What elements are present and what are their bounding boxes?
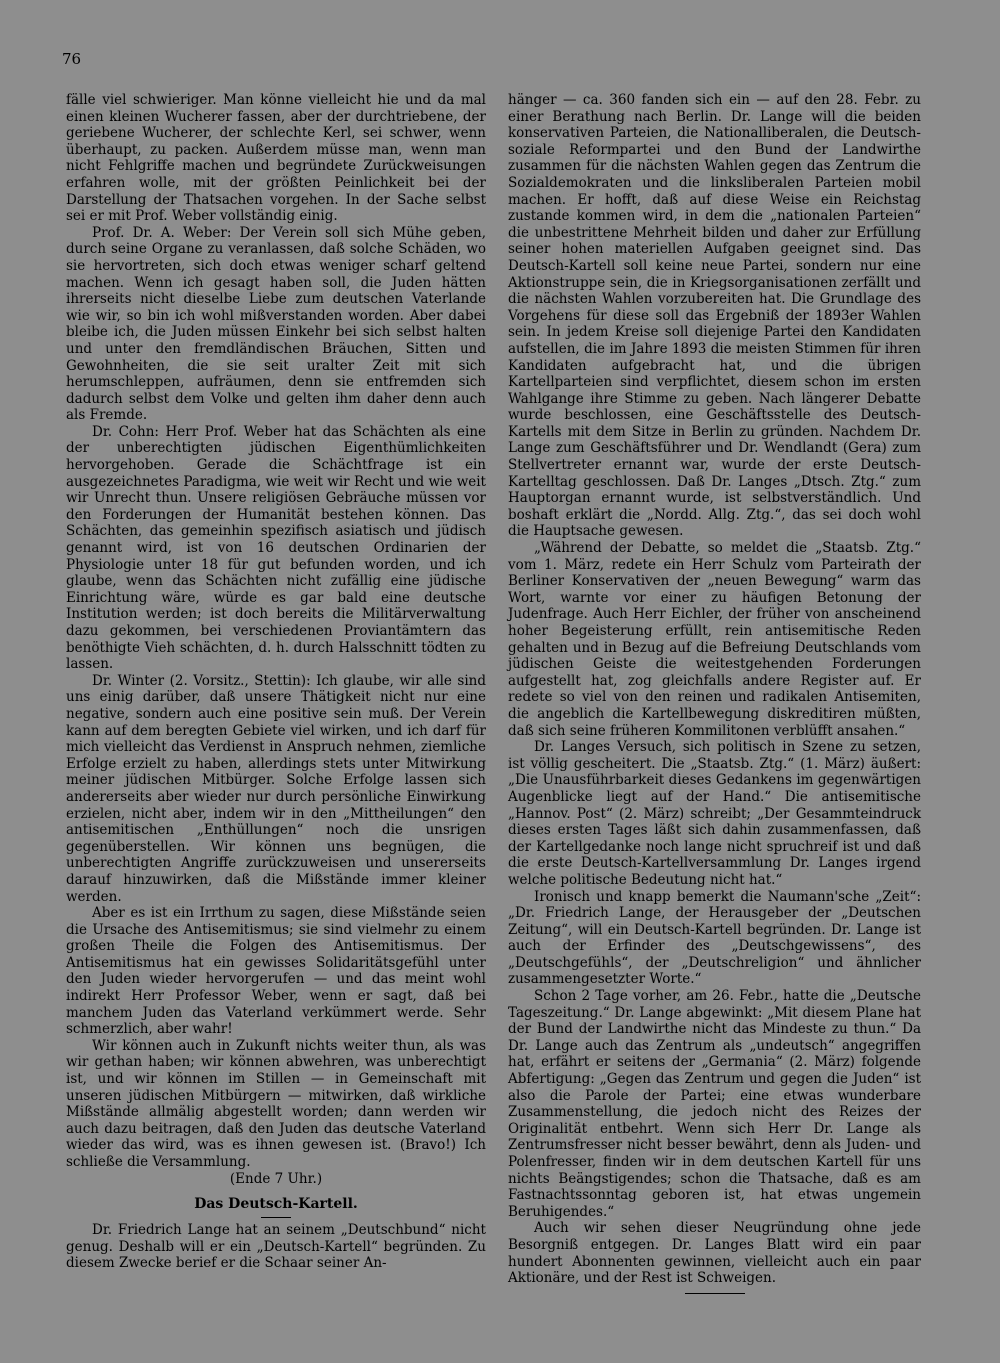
paragraph: Prof. Dr. A. Weber: Der Verein soll sich Mühe geben, durch seine Organe zu veranlassen, daß solche Schäden, wo sie hervortreten, sich doch etwas weniger scharf geltend machen. Wenn ich gesagt haben soll, die Juden hätten ihrerseits nicht dieselbe Liebe zum deutschen Vaterlande wie wir, so bin ich wohl mißverstanden worden. Aber dabei bleibe ich, die Juden müssen Einkehr bei sich selbst halten und unter den fremdländischen Bräuchen, Sitten und Gewohnheiten, die sie seit uralter Zeit mit sich herumschleppen, aufräumen, denn sie entfremden sich dadurch selbst dem Volke und gelten ihm daher denn auch als Fremde.	[66, 224, 486, 424]
paragraph: Wir können auch in Zukunft nichts weiter thun, als was wir gethan haben; wir können abwehren, was unberechtigt ist, und wir können im Stillen — in Gemeinschaft mit unseren jüdischen Mitbürgern — mitwirken, daß wirkliche Mißstände allmälig abgestellt worden; dann werden wir auch dazu beitragen, daß den Juden das deutsche Vaterland wieder das wird, was es ihnen gewesen ist. (Bravo!) Ich schließe die Versammlung.	[66, 1037, 486, 1170]
paragraph: Auch wir sehen dieser Neugründung ohne jede Besorgniß entgegen. Dr. Langes Blatt wird ein paar hundert Abonnenten gewinnen, vielleicht auch ein paar Aktionäre, und der Rest ist Schweigen.	[508, 1220, 921, 1287]
paragraph: Aber es ist ein Irrthum zu sagen, diese Mißstände seien die Ursache des Antisemitismus; sie sind vielmehr zu einem großen Theile die Folgen des Antisemitismus. Der Antisemitismus hat ein gewisses Solidaritätsgefühl unter den Juden wieder hervorgerufen — und das meint wohl indirekt Herr Professor Weber, wenn er sagt, daß bei manchem Juden das Vaterland verkümmert werde. Sehr schmerzlich, aber wahr!	[66, 905, 486, 1038]
paragraph: hänger — ca. 360 fanden sich ein — auf den 28. Febr. zu einer Berathung nach Berlin. Dr. Lange will die beiden konservativen Parteien, die Nationalliberalen, die Deutsch-soziale Reformpartei und den Bund der Landwirthe zusammen für die nächsten Wahlen gegen das Zentrum die Sozialdemokraten und die linksliberalen Parteien mobil machen. Er hofft, daß auf diese Weise ein Reichstag zustande kommen wird, in dem die „nationalen Parteien“ die unbestrittene Mehrheit bilden und daher zur Erfüllung seiner hohen materiellen Aufgaben geeignet sind. Das Deutsch-Kartell soll keine neue Partei, sondern nur eine Aktionstruppe sein, die in Kriegsorganisationen zerfällt und die nächsten Wahlen vorzubereiten hat. Die Grundlage des Vorgehens für diese soll das Ergebniß der 1893er Wahlen sein. In jedem Kreise soll diejenige Partei den Kandidaten aufstellen, die im Jahre 1893 die meisten Stimmen für ihren Kandidaten aufgebracht hat, und die übrigen Kartellparteien sind verpflichtet, diesem schon im ersten Wahlgange ihre Stimme zu geben. Nach längerer Debatte wurde beschlossen, eine Geschäftsstelle des Deutsch-Kartells mit dem Sitze in Berlin zu gründen. Nachdem Dr. Lange zum Geschäftsführer und Dr. Wendlandt (Gera) zum Stellvertreter ernannt war, wurde der erste Deutsch-Kartelltag geschlossen. Daß Dr. Langes „Dtsch. Ztg.“ zum Hauptorgan ernannt wurde, ist selbstverständlich. Und boshaft erklärt die „Nordd. Allg. Ztg.“, das sei doch wohl die Hauptsache gewesen.	[508, 92, 921, 540]
left-column	[66, 92, 486, 1272]
paragraph: Dr. Cohn: Herr Prof. Weber hat das Schächten als eine der unberechtigten jüdischen Eigenthümlichkeiten hervorgehoben. Gerade die Schächtfrage ist ein ausgezeichnetes Paradigma, wie weit wir Recht und wie weit wir Unrecht thun. Unsere religiösen Gebräuche müssen vor den Forderungen der Humanität bestehen können. Das Schächten, das gemeinhin spezifisch asiatisch und jüdisch genannt wird, ist von 16 deutschen Ordinarien der Physiologie unter 18 für gut befunden worden, und ich glaube, wenn das Schächten nicht zufällig eine jüdische Einrichtung wäre, würde es gar bald eine deutsche Institution werden; ist doch bereits die Militärverwaltung dazu gekommen, bei verschiedenen Proviantämtern das benöthigte Vieh schächten, d. h. durch Halsschnitt tödten zu lassen.	[66, 423, 486, 673]
end-time-note: (Ende 7 Uhr.)	[229, 1170, 323, 1187]
section-heading: Das Deutsch-Kartell.	[66, 1195, 486, 1218]
page-number: 76	[62, 50, 82, 68]
paragraph: Dr. Friedrich Lange hat an seinem „Deutschbund“ nicht genug. Deshalb will er ein „Deutsch-Kartell“ begründen. Zu diesem Zwecke berief er die Schaar seiner An-	[66, 1222, 486, 1272]
paragraph: Ironisch und knapp bemerkt die Naumann'sche „Zeit“: „Dr. Friedrich Lange, der Herausgeber der „Deutschen Zeitung“, will ein Deutsch-Kartell begründen. Dr. Lange ist auch der Erfinder des „Deutschgewissens“, des „Deutschgefühls“, der „Deutschreligion“ und ähnlicher zusammengesetzter Worte.“	[508, 888, 921, 988]
right-column	[508, 92, 921, 1294]
paragraph: Schon 2 Tage vorher, am 26. Febr., hatte die „Deutsche Tageszeitung.“ Dr. Lange abgewinkt: „Mit diesem Plane hat der Bund der Landwirthe nicht das Mindeste zu thun.“ Da Dr. Lange auch das Zentrum als „undeutsch“ angegriffen hat, erfährt er seitens der „Germania“ (2. März) folgende Abfertigung: „Gegen das Zentrum und gegen die Juden“ ist also die Parole der Partei; eine etwas wunderbare Zusammenstellung, die jedoch nicht des Reizes der Originalität entbehrt. Wenn sich Herr Dr. Lange als Zentrumsfresser nicht besser bewährt, denn als Juden- und Polenfresser, finden wir in dem deutschen Kartell für uns nichts Beängstigendes; schon die Thatsache, daß es am Fastnachtssonntag geboren ist, hat etwas ungemein Beruhigendes.“	[508, 988, 921, 1220]
paragraph: „Während der Debatte, so meldet die „Staatsb. Ztg.“ vom 1. März, redete ein Herr Schulz vom Parteirath der Berliner Konservativen der „neuen Bewegung“ warm das Wort, warnte vor einer zu häufigen Betonung der Judenfrage. Auch Herr Eichler, der früher von anscheinend hoher Begeisterung erfüllt, rein antisemitische Reden gehalten und in Bezug auf die Befreiung Deutschlands vom jüdischen Geiste die weitestgehenden Forderungen aufgestellt hat, zog gleichfalls andere Register auf. Er redete so viel von den reinen und radikalen Antisemiten, die angeblich die Kartellbewegung diskreditiren müßten, daß sich seine früheren Kommilitonen verblüfft ansahen.“	[508, 540, 921, 739]
paragraph: Dr. Winter (2. Vorsitz., Stettin): Ich glaube, wir alle sind uns einig darüber, daß unsere Thätigkeit nicht nur eine negative, sondern auch eine positive sein muß. Der Verein kann auf dem beregten Gebiete viel wirken, und ich darf für mich vielleicht das Verdienst in Anspruch nehmen, ziemliche Erfolge erzielt zu haben, allerdings stets unter Mitwirkung meiner jüdischen Mitbürger. Solche Erfolge lassen sich andererseits aber wieder nur durch persönliche Einwirkung erzielen, nicht aber, indem wir in den „Mittheilungen“ den antisemitischen „Enthüllungen“ noch die unsrigen gegenüberstellen. Wir können uns begnügen, die unberechtigten Angriffe zurückzuweisen und unsererseits darauf hinzuwirken, daß die Mißstände immer kleiner werden.	[66, 672, 486, 905]
paragraph: fälle viel schwieriger. Man könne vielleicht hie und da mal einen kleinen Wucherer fassen, aber der durchtriebene, der geriebene Wucherer, der schlechte Kerl, sei schwer, wenn überhaupt, zu packen. Außerdem müsse man, wenn man nicht Fehlgriffe machen und begründete Zurückweisungen erfahren wolle, mit der größten Peinlichkeit bei der Darstellung der Thatsachen vorgehen. In der Sache selbst sei er mit Prof. Weber vollständig einig.	[66, 92, 486, 225]
paragraph: Dr. Langes Versuch, sich politisch in Szene zu setzen, ist völlig gescheitert. Die „Staatsb. Ztg.“ (1. März) äußert: „Die Unausführbarkeit dieses Gedankens im gegenwärtigen Augenblicke liegt auf der Hand.“ Die antisemitische „Hannov. Post“ (2. März) schreibt; „Der Gesammteindruck dieses ersten Tages läßt sich dahin zusammenfassen, daß der Kartellgedanke noch lange nicht spruchreif ist und daß die erste Deutsch-Kartellversammlung Dr. Langes irgend welche politische Bedeutung nicht hat.“	[508, 739, 921, 888]
end-rule	[685, 1293, 745, 1294]
